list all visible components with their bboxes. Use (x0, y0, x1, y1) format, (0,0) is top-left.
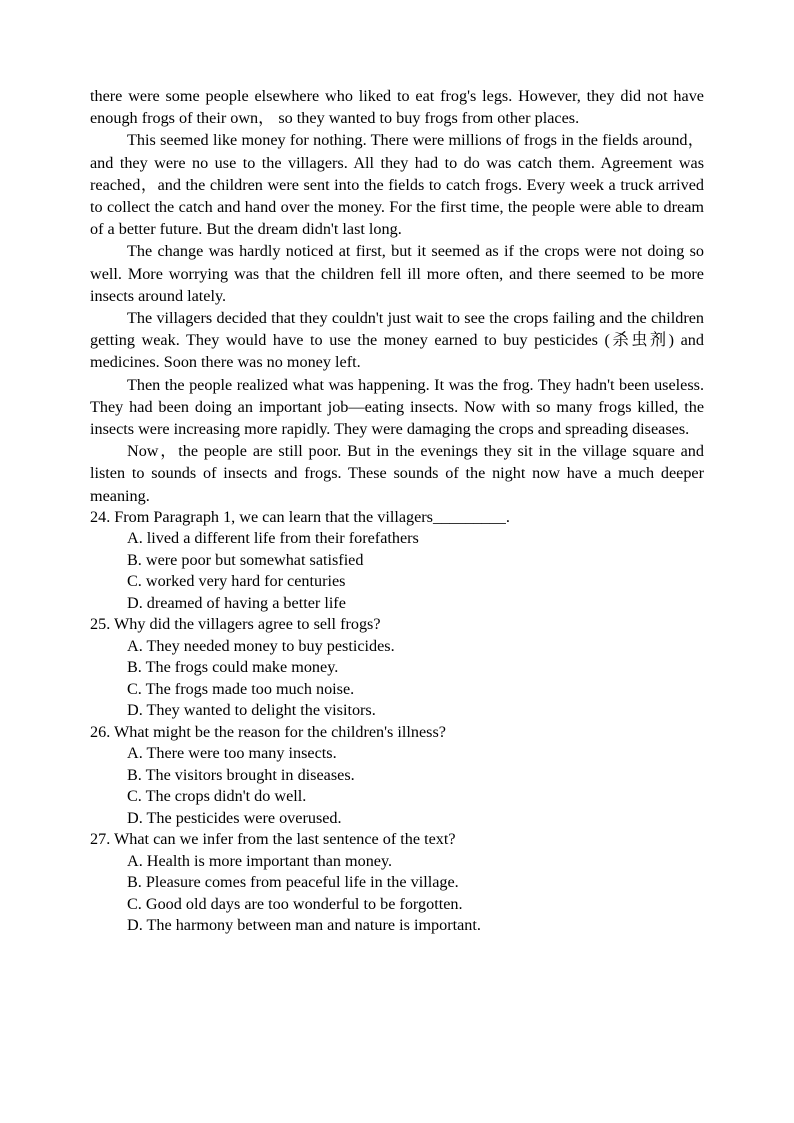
option-b: B. The visitors brought in diseases. (127, 765, 355, 784)
option-c: C. Good old days are too wonderful to be forgotten. (127, 894, 463, 913)
page-content (90, 85, 704, 937)
option-c: C. worked very hard for centuries (127, 572, 346, 591)
question-stem: 25. Why did the villagers agree to sell frogs? (90, 615, 381, 634)
passage-paragraph-3: The change was hardly noticed at first, but it seemed as if the crops were not doing so well. More worrying was that the children fell ill more often, and there seemed to be more insects around lately. (90, 242, 704, 305)
option-a: A. They needed money to buy pesticides. (127, 636, 395, 655)
passage-paragraph-4: The villagers decided that they couldn't just wait to see the crops failing and the children getting weak. They would have to use the money earned to buy pesticides (杀虫剂) and medicines. Soon there was no money left. (90, 309, 704, 372)
option-c: C. The crops didn't do well. (127, 787, 307, 806)
option-d: D. The pesticides were overused. (127, 808, 342, 827)
passage-paragraph-6: Now，the people are still poor. But in the evenings they sit in the village square and listen to sounds of insects and frogs. These sounds of the night now have a much deeper meaning. (90, 442, 704, 505)
passage-paragraph-5: Then the people realized what was happening. It was the frog. They hadn't been useless. They had been doing an important job—eating insects. Now with so many frogs killed, the insects were increasing more rapidly. They were damaging the crops and spreading diseases. (90, 375, 704, 439)
question-stem: 24. From Paragraph 1, we can learn that the villagers_________. (90, 507, 510, 526)
passage-paragraph-2: This seemed like money for nothing. There were millions of frogs in the fields around，and they were no use to the villagers. All they had to do was catch them. Agreement was reached，and the children were sent into the fields to catch frogs. Every week a truck arrived to collect the catch and hand over the money. For the first time, the people were able to dream of a better future. But the dream didn't last long. (90, 131, 704, 239)
option-d: D. They wanted to delight the visitors. (127, 701, 376, 720)
question-list (90, 507, 704, 937)
question-stem: 26. What might be the reason for the children's illness? (90, 722, 446, 741)
option-b: B. Pleasure comes from peaceful life in the village. (127, 873, 459, 892)
option-a: A. There were too many insects. (127, 744, 337, 763)
option-c: C. The frogs made too much noise. (127, 679, 355, 698)
question-27 (90, 829, 704, 937)
question-24 (90, 507, 704, 615)
reading-passage (90, 85, 704, 507)
question-25 (90, 614, 704, 722)
option-d: D. The harmony between man and nature is important. (127, 916, 481, 935)
option-b: B. The frogs could make money. (127, 658, 339, 677)
option-a: A. lived a different life from their forefathers (127, 529, 419, 548)
passage-paragraph-1: there were some people elsewhere who liked to eat frog's legs. However, they did not have enough frogs of their own， so they wanted to buy frogs from other places. (90, 87, 704, 128)
question-stem: 27. What can we infer from the last sentence of the text? (90, 830, 456, 849)
option-a: A. Health is more important than money. (127, 851, 393, 870)
option-d: D. dreamed of having a better life (127, 593, 346, 612)
question-26 (90, 722, 704, 830)
option-b: B. were poor but somewhat satisfied (127, 550, 364, 569)
